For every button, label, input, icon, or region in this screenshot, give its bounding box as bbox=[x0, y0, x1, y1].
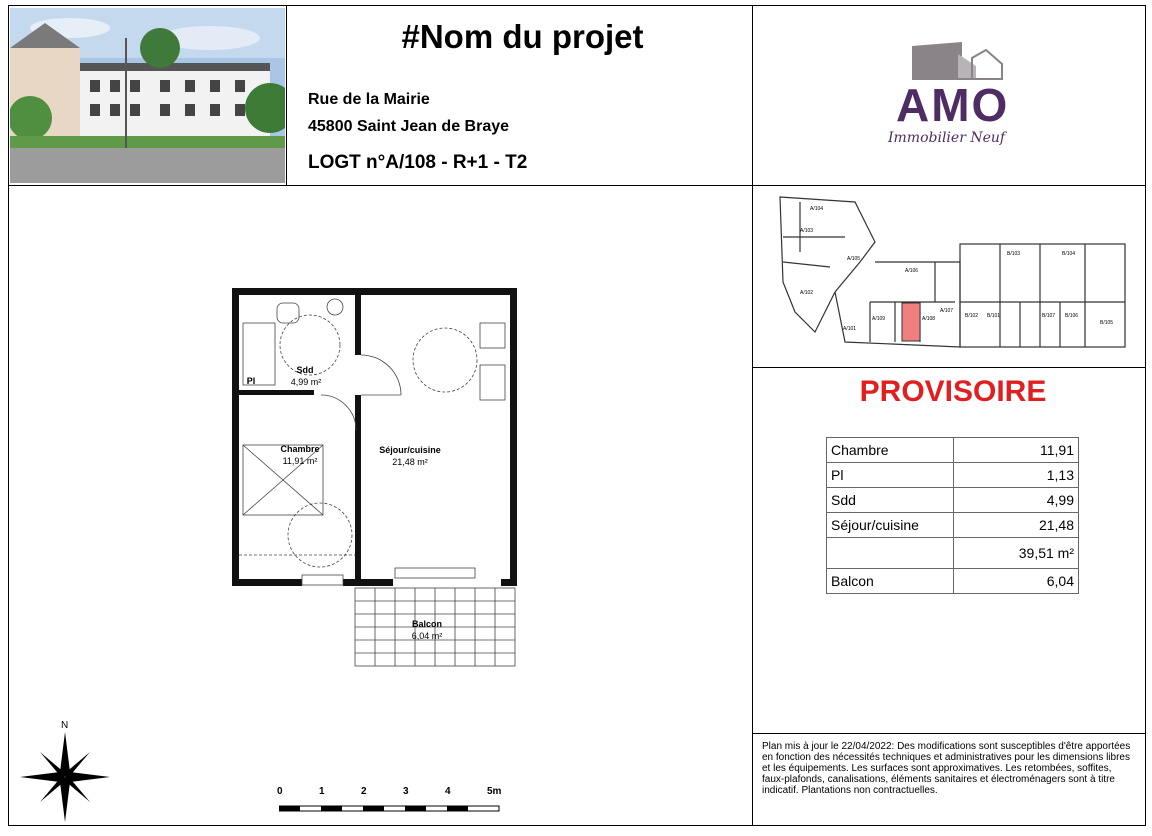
unit-highlight bbox=[902, 303, 920, 341]
room-name: Séjour/cuisine bbox=[379, 445, 441, 455]
svg-text:B/106: B/106 bbox=[1065, 313, 1079, 319]
svg-text:A/102: A/102 bbox=[800, 290, 814, 296]
svg-text:A/104: A/104 bbox=[810, 206, 824, 212]
table-row bbox=[827, 488, 1079, 513]
floor-plan bbox=[225, 285, 525, 675]
row-value: 1,13 bbox=[954, 463, 1079, 488]
svg-text:A/101: A/101 bbox=[843, 326, 857, 332]
svg-text:A/105: A/105 bbox=[847, 256, 861, 262]
row-value: 21,48 bbox=[954, 513, 1079, 538]
logo-tagline: Immobilier Neuf bbox=[888, 130, 1006, 146]
address-street: Rue de la Mairie bbox=[308, 91, 430, 108]
north-label: N bbox=[61, 720, 69, 731]
svg-text:A/108: A/108 bbox=[922, 316, 936, 322]
photo-divider bbox=[286, 5, 287, 186]
room-name: Sdd bbox=[296, 365, 314, 375]
row-value: 6,04 bbox=[954, 569, 1079, 594]
row-value: 4,99 bbox=[954, 488, 1079, 513]
row-label: Pl bbox=[827, 463, 954, 488]
svg-text:B/104: B/104 bbox=[1062, 251, 1076, 257]
scale-label: 2 bbox=[361, 786, 367, 797]
logo-name: AMO bbox=[896, 79, 1010, 131]
table-row bbox=[827, 538, 1079, 569]
svg-text:B/102: B/102 bbox=[965, 313, 979, 319]
svg-text:A/107: A/107 bbox=[940, 308, 954, 314]
row-label: Séjour/cuisine bbox=[827, 513, 954, 538]
siteplan-divider bbox=[752, 367, 1146, 368]
building-photo bbox=[10, 8, 285, 183]
status-label: PROVISOIRE bbox=[859, 375, 1047, 408]
logo-divider bbox=[752, 5, 753, 826]
compass-rose-icon bbox=[20, 732, 110, 827]
row-label: Sdd bbox=[827, 488, 954, 513]
svg-text:B/103: B/103 bbox=[1007, 251, 1021, 257]
disclaimer-text: Plan mis à jour le 22/04/2022: Des modifications sont susceptibles d'être apportées en fonction des nécessités techniques et administratives pour les dimensions libres et les équipements. Les surfaces sont approximatives. Les retombées, soffites, faux-plafonds, canalisations, éléments sanitaires et électroménagers sont à titre indicatif. Plantations non contractuelles. bbox=[762, 741, 1131, 796]
svg-text:A/103: A/103 bbox=[800, 228, 814, 234]
surface-table bbox=[826, 437, 1079, 594]
pl-label: Pl bbox=[246, 376, 256, 386]
table-row bbox=[827, 463, 1079, 488]
svg-text:B/107: B/107 bbox=[1042, 313, 1056, 319]
room-area: 6,04 m² bbox=[411, 631, 443, 641]
table-row bbox=[827, 569, 1079, 594]
table-row bbox=[827, 513, 1079, 538]
scale-bar bbox=[279, 800, 501, 818]
scale-label: 1 bbox=[319, 786, 325, 797]
row-label: Chambre bbox=[827, 438, 954, 463]
svg-text:B/105: B/105 bbox=[1100, 320, 1114, 326]
table-row bbox=[827, 438, 1079, 463]
scale-label: 4 bbox=[445, 786, 451, 797]
scale-label: 0 bbox=[277, 786, 283, 797]
scale-label: 5m bbox=[487, 786, 502, 797]
address-city: 45800 Saint Jean de Braye bbox=[308, 118, 510, 135]
lot-reference: LOGT n°A/108 - R+1 - T2 bbox=[308, 152, 528, 173]
svg-text:B/101: B/101 bbox=[987, 313, 1001, 319]
room-area: 4,99 m² bbox=[290, 377, 322, 387]
total-value: 39,51 m² bbox=[954, 538, 1079, 569]
svg-text:A/106: A/106 bbox=[905, 268, 919, 274]
table-divider bbox=[752, 733, 1146, 734]
room-area: 11,91 m² bbox=[282, 456, 318, 466]
row-value: 11,91 bbox=[954, 438, 1079, 463]
project-name: #Nom du projet bbox=[401, 18, 644, 55]
room-name: Balcon bbox=[411, 619, 442, 629]
site-plan bbox=[775, 192, 1130, 362]
row-label bbox=[827, 538, 954, 569]
row-label: Balcon bbox=[827, 569, 954, 594]
room-area: 21,48 m² bbox=[392, 457, 428, 467]
scale-label: 3 bbox=[403, 786, 409, 797]
room-name: Chambre bbox=[280, 444, 320, 454]
svg-text:A/109: A/109 bbox=[872, 316, 886, 322]
